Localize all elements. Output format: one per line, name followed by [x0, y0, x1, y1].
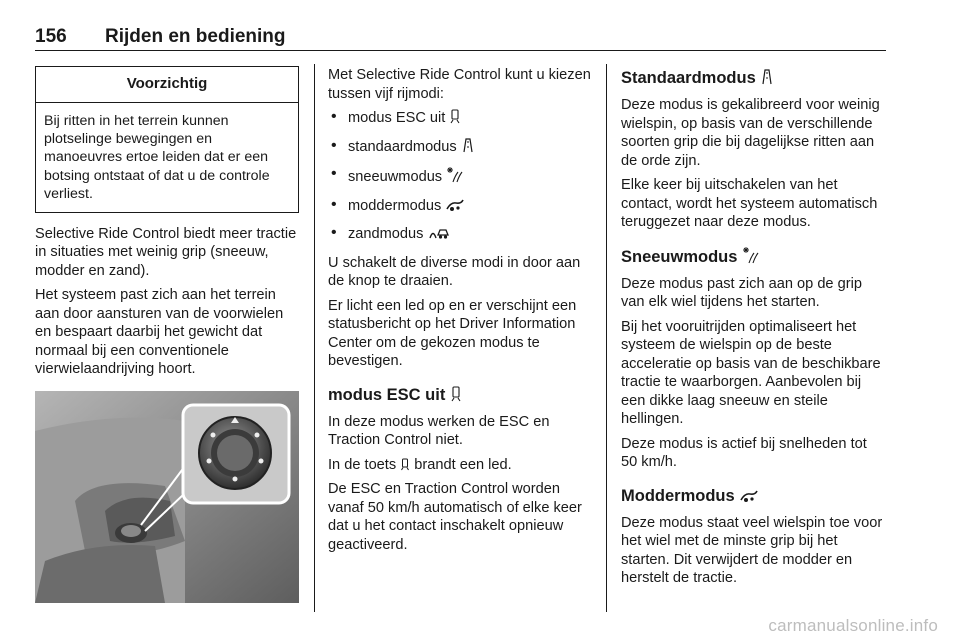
- terrain-paragraph: Het systeem past zich aan het terrein aan door aansturen van de voorwielen en bespaart daarbij het gewicht dat normaal bij een conventionele vierwielaandrijving hoort.: [35, 287, 284, 378]
- esc-off-heading: modus ESC uit: [328, 385, 592, 405]
- snow-mode-paragraph-1: Deze modus past zich aan op de grip van elk wiel tijdens het starten.: [621, 275, 862, 310]
- esc-off-paragraph-2: In de toets brandt een led.: [328, 456, 512, 473]
- console-illustration: [35, 391, 299, 603]
- sand-icon: [428, 225, 450, 240]
- snow-icon: [742, 246, 760, 264]
- list-item-mud: • moddermodus: [328, 197, 592, 216]
- header-rule: [35, 50, 886, 51]
- list-item-snow: • sneeuwmodus: [328, 166, 592, 187]
- list-item-esc-off: • modus ESC uit: [328, 109, 592, 128]
- column-middle: [328, 66, 592, 560]
- modes-turn-paragraph: U schakelt de diverse modi in door aan de knop te draaien.: [328, 254, 581, 289]
- caution-title: Voorzichtig: [126, 75, 208, 92]
- modes-led-paragraph: Er licht een led op en er verschijnt een statusbericht op het Driver Information Center om de gekozen modus te bevestigen.: [328, 297, 577, 369]
- esc-off-paragraph-3: De ESC en Traction Control worden vanaf 50 km/h automatisch of elke keer dat u het contact inschakelt opnieuw geactiveerd.: [328, 481, 582, 553]
- snow-mode-heading: Sneeuwmodus: [621, 246, 887, 267]
- snow-mode-paragraph-2: Bij het vooruitrijden optimaliseert het systeem de wielspin op de beste acceleratie op basis van de beschikbare tractie te waarborgen. Aanbevolen bij een dikke laag sneeuw en steile hellingen.: [621, 318, 881, 427]
- mud-icon: [445, 198, 465, 212]
- road-icon: [760, 69, 774, 85]
- esc-button-icon: [400, 458, 410, 471]
- page-number: 156: [35, 26, 67, 47]
- caution-box: [35, 66, 299, 213]
- list-item-standard: • standaardmodus: [328, 138, 592, 157]
- mud-icon: [739, 489, 759, 503]
- caution-text: Bij ritten in het terrein kunnen plotselinge bewegingen en manoeuvres ertoe leiden dat er een botsing ontstaat of dat u de controle verliest.: [44, 112, 270, 203]
- mud-mode-paragraph-1: Deze modus staat veel wielspin toe voor het wiel met de minste grip bij het starten. Dit verwijdert de modder en herstelt de tractie.: [621, 514, 883, 586]
- column-left: [35, 66, 299, 603]
- mud-mode-heading: Moddermodus: [621, 486, 887, 506]
- page-title: Rijden en bediening: [105, 26, 286, 47]
- column-right: [621, 66, 887, 594]
- snow-icon: [446, 166, 464, 183]
- column-divider-2: [606, 64, 607, 612]
- road-icon: [461, 138, 475, 153]
- drive-mode-list: [328, 109, 592, 244]
- esc-off-paragraph-1: In deze modus werken de ESC en Traction Control niet.: [328, 413, 550, 448]
- standard-mode-heading: Standaardmodus: [621, 68, 887, 88]
- page-header: [35, 26, 886, 50]
- esc-off-icon: [449, 109, 461, 124]
- standard-mode-paragraph-1: Deze modus is gekalibreerd voor weinig wielspin, op basis van de verschillende soorten grip die bij dagelijkse ritten aan de orde zijn.: [621, 97, 880, 169]
- snow-mode-paragraph-3: Deze modus is actief bij snelheden tot 50 km/h.: [621, 435, 867, 470]
- list-item-sand: • zandmodus: [328, 225, 592, 244]
- standard-mode-paragraph-2: Elke keer bij uitschakelen van het contact, wordt het systeem automatisch teruggezet naar deze modus.: [621, 177, 878, 230]
- column-divider-1: [314, 64, 315, 612]
- modes-intro: Met Selective Ride Control kunt u kiezen tussen vijf rijmodi:: [328, 67, 591, 102]
- esc-off-icon: [450, 386, 462, 402]
- intro-paragraph: Selective Ride Control biedt meer tractie in situaties met weinig grip (sneeuw, modder en zand).: [35, 225, 297, 279]
- selector-knob-photo: [35, 391, 299, 603]
- watermark-url: carmanualsonline.info: [768, 616, 938, 635]
